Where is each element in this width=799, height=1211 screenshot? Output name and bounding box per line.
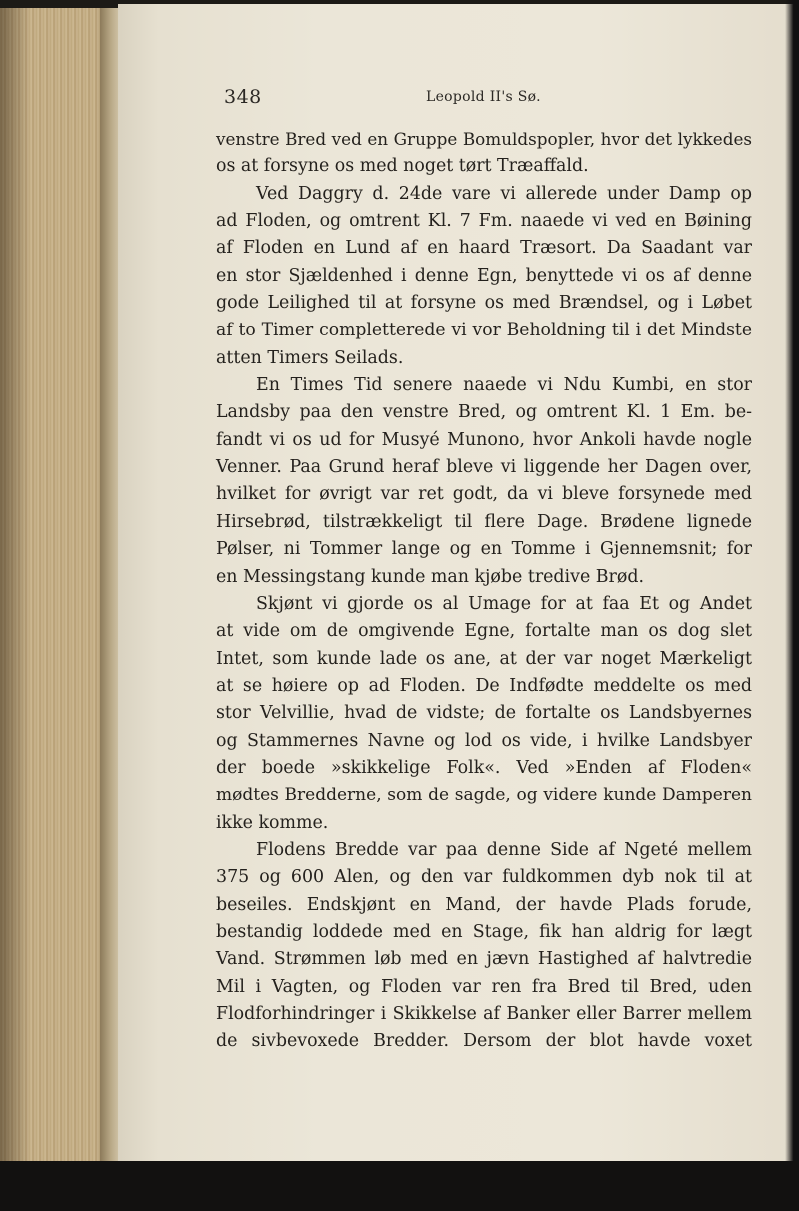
page-header (218, 86, 753, 110)
text-line: venstre Bred ved en Gruppe Bomuldspopler, hvor det lykkedes (216, 129, 752, 149)
text-line: bestandig loddede med en Stage, fik han aldrig for lægt (216, 921, 752, 942)
text-line: der boede »skikkelige Folk«. Ved »Enden af Floden« (216, 757, 752, 778)
text-line: stor Velvillie, hvad de vidste; de fortalte os Landsbyernes (216, 703, 752, 724)
text-line: Landsby paa den venstre Bred, og omtrent Kl. 1 Em. be- (216, 402, 752, 423)
text-line: af Floden en Lund af en haard Træsort. Da Saadant var (216, 238, 752, 259)
text-line: gode Leilighed til at forsyne os med Brændsel, og i Løbet (216, 293, 752, 314)
text-line: fandt vi os ud for Musyé Munono, hvor Ankoli havde nogle (216, 429, 752, 450)
text-line: Vand. Strømmen løb med en jævn Hastighed af halvtredie (216, 949, 752, 970)
text-line: en stor Sjældenhed i denne Egn, benyttede vi os af denne (216, 265, 752, 286)
running-head: Leopold II's Sø. (426, 89, 541, 105)
page-number: 348 (224, 86, 262, 108)
body-text (216, 126, 752, 1056)
text-line: Flodens Bredde var paa denne Side af Ngeté mellem (256, 839, 752, 860)
text-line: Intet, som kunde lade os ane, at der var noget Mærkeligt (216, 648, 752, 669)
text-line: mødtes Bredderne, som de sagde, og videre kunde Damperen (216, 785, 752, 806)
text-line: Ved Daggry d. 24de vare vi allerede under Damp op (256, 183, 752, 204)
right-shadow (785, 0, 799, 1211)
text-line: en Messingstang kunde man kjøbe tredive Brød. (216, 566, 644, 587)
text-line: ikke komme. (216, 812, 329, 833)
text-line: de sivbevoxede Bredder. Dersom der blot havde voxet (216, 1031, 752, 1052)
text-line: os at forsyne os med noget tørt Træaffald. (216, 156, 589, 177)
text-line: hvilket for øvrigt var ret godt, da vi bleve forsynede med (216, 484, 752, 505)
text-line: beseiles. Endskjønt en Mand, der havde Plads forude, (216, 894, 752, 915)
text-line: En Times Tid senere naaede vi Ndu Kumbi, en stor (256, 375, 752, 396)
text-line: Flodforhindringer i Skikkelse af Banker eller Barrer mellem (216, 1004, 752, 1024)
text-line: Skjønt vi gjorde os al Umage for at faa Et og Andet (256, 593, 752, 614)
text-line: atten Timers Seilads. (216, 347, 404, 368)
text-line: at se høiere op ad Floden. De Indfødte meddelte os med (216, 675, 752, 696)
text-line: af to Timer completterede vi vor Beholdning til i det Mindste (216, 320, 752, 341)
bottom-shadow (0, 1161, 799, 1211)
text-line: Venner. Paa Grund heraf bleve vi liggende her Dagen over, (216, 457, 752, 478)
text-line: Hirsebrød, tilstrækkeligt til flere Dage. Brødene lignede (216, 511, 752, 532)
text-line: at vide om de omgivende Egne, fortalte man os dog slet (216, 621, 752, 642)
text-line: 375 og 600 Alen, og den var fuldkommen dyb nok til at (216, 867, 752, 888)
text-line: og Stammernes Navne og lod os vide, i hvilke Landsbyer (216, 730, 752, 751)
text-line: Pølser, ni Tommer lange og en Tomme i Gjennemsnit; for (216, 539, 752, 560)
text-line: ad Floden, og omtrent Kl. 7 Fm. naaede vi ved en Bøining (216, 211, 752, 232)
text-line: Mil i Vagten, og Floden var ren fra Bred til Bred, uden (216, 976, 752, 997)
